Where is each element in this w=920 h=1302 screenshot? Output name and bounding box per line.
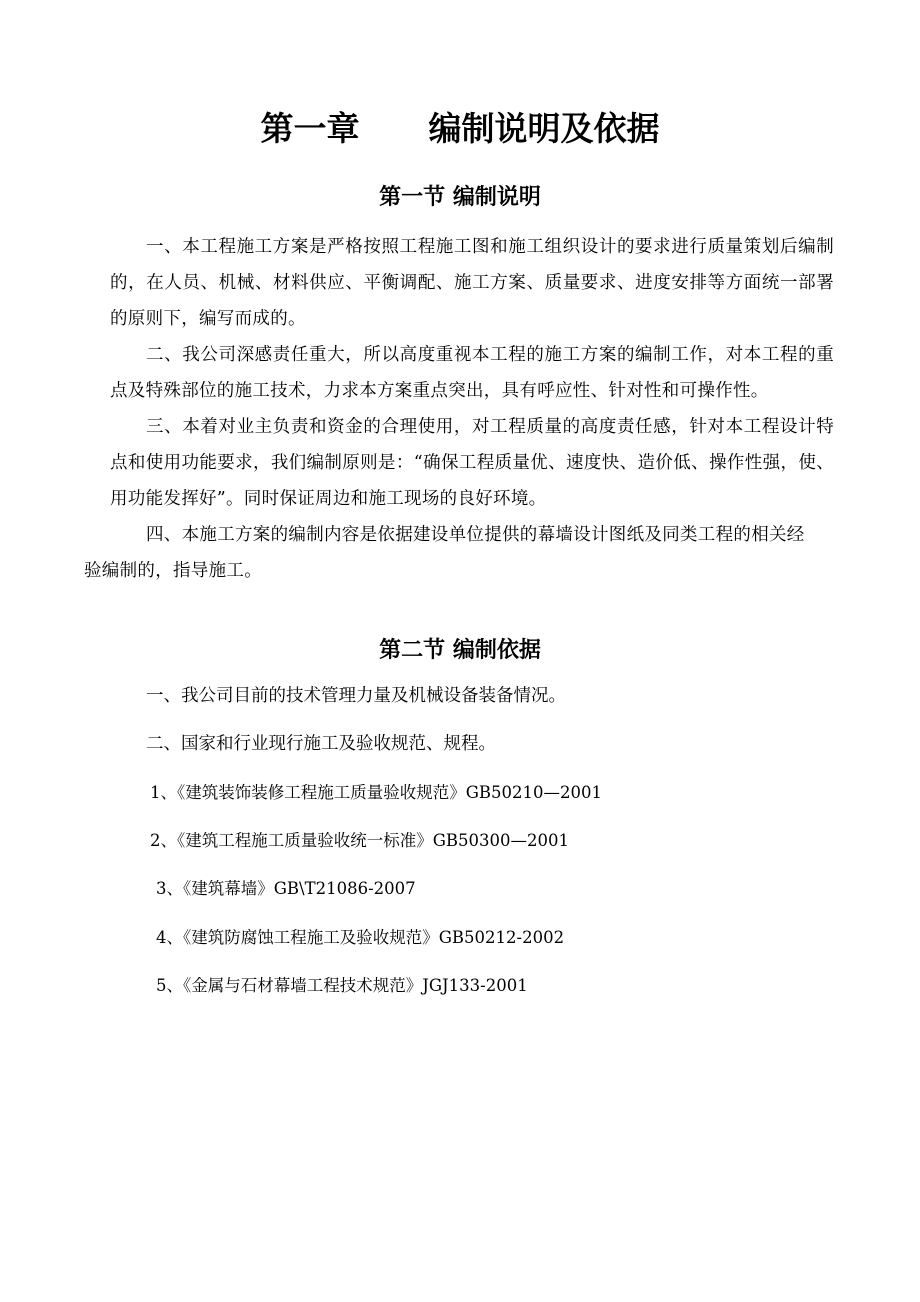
standard-item-3: 3、《建筑幕墙》GB\T21086-2007 — [156, 879, 416, 898]
standard-item-4: 4、《建筑防腐蚀工程施工及验收规范》GB50212-2002 — [156, 928, 565, 947]
standard-item-2: 2、《建筑工程施工质量验收统一标准》GB50300—2001 — [150, 831, 570, 850]
standard-item-1: 1、《建筑装饰装修工程施工质量验收规范》GB50210—2001 — [150, 783, 603, 802]
basis-item-2: 二、国家和行业现行施工及验收规范、规程。 — [146, 734, 496, 754]
paragraph-1: 一、本工程施工方案是严格按照工程施工图和施工组织设计的要求进行质量策划后编制的，在人员、机械、材料供应、平衡调配、施工方案、质量要求、进度安排等方面统一部署的原则下，编写而成的。 — [110, 237, 834, 329]
paragraph-3: 三、本着对业主负责和资金的合理使用，对工程质量的高度责任感，针对本工程设计特点和使用功能要求，我们编制原则是：“确保工程质量优、速度快、造价低、操作性强，使、用功能发挥好”。同时保证周边和施工现场的良好环境。 — [110, 417, 834, 509]
paragraph-4 — [84, 517, 834, 589]
paragraph-2: 二、我公司深感责任重大，所以高度重视本工程的施工方案的编制工作，对本工程的重点及特殊部位的施工技术，力求本方案重点突出，具有呼应性、针对性和可操作性。 — [110, 345, 834, 401]
paragraph-4-line-2: 验编制的，指导施工。 — [84, 561, 262, 581]
section-title-compilation-notes: 第一节 编制说明 — [379, 184, 541, 210]
standard-item-5: 5、《金属与石材幕墙工程技术规范》JGJ133-2001 — [156, 976, 528, 995]
section-title-compilation-basis: 第二节 编制依据 — [379, 637, 541, 663]
chapter-title: 第一章 编制说明及依据 — [260, 109, 660, 148]
paragraph-4-line-1: 四、本施工方案的编制内容是依据建设单位提供的幕墙设计图纸及同类工程的相关经 — [146, 525, 805, 545]
basis-item-1: 一、我公司目前的技术管理力量及机械设备装备情况。 — [146, 686, 566, 706]
